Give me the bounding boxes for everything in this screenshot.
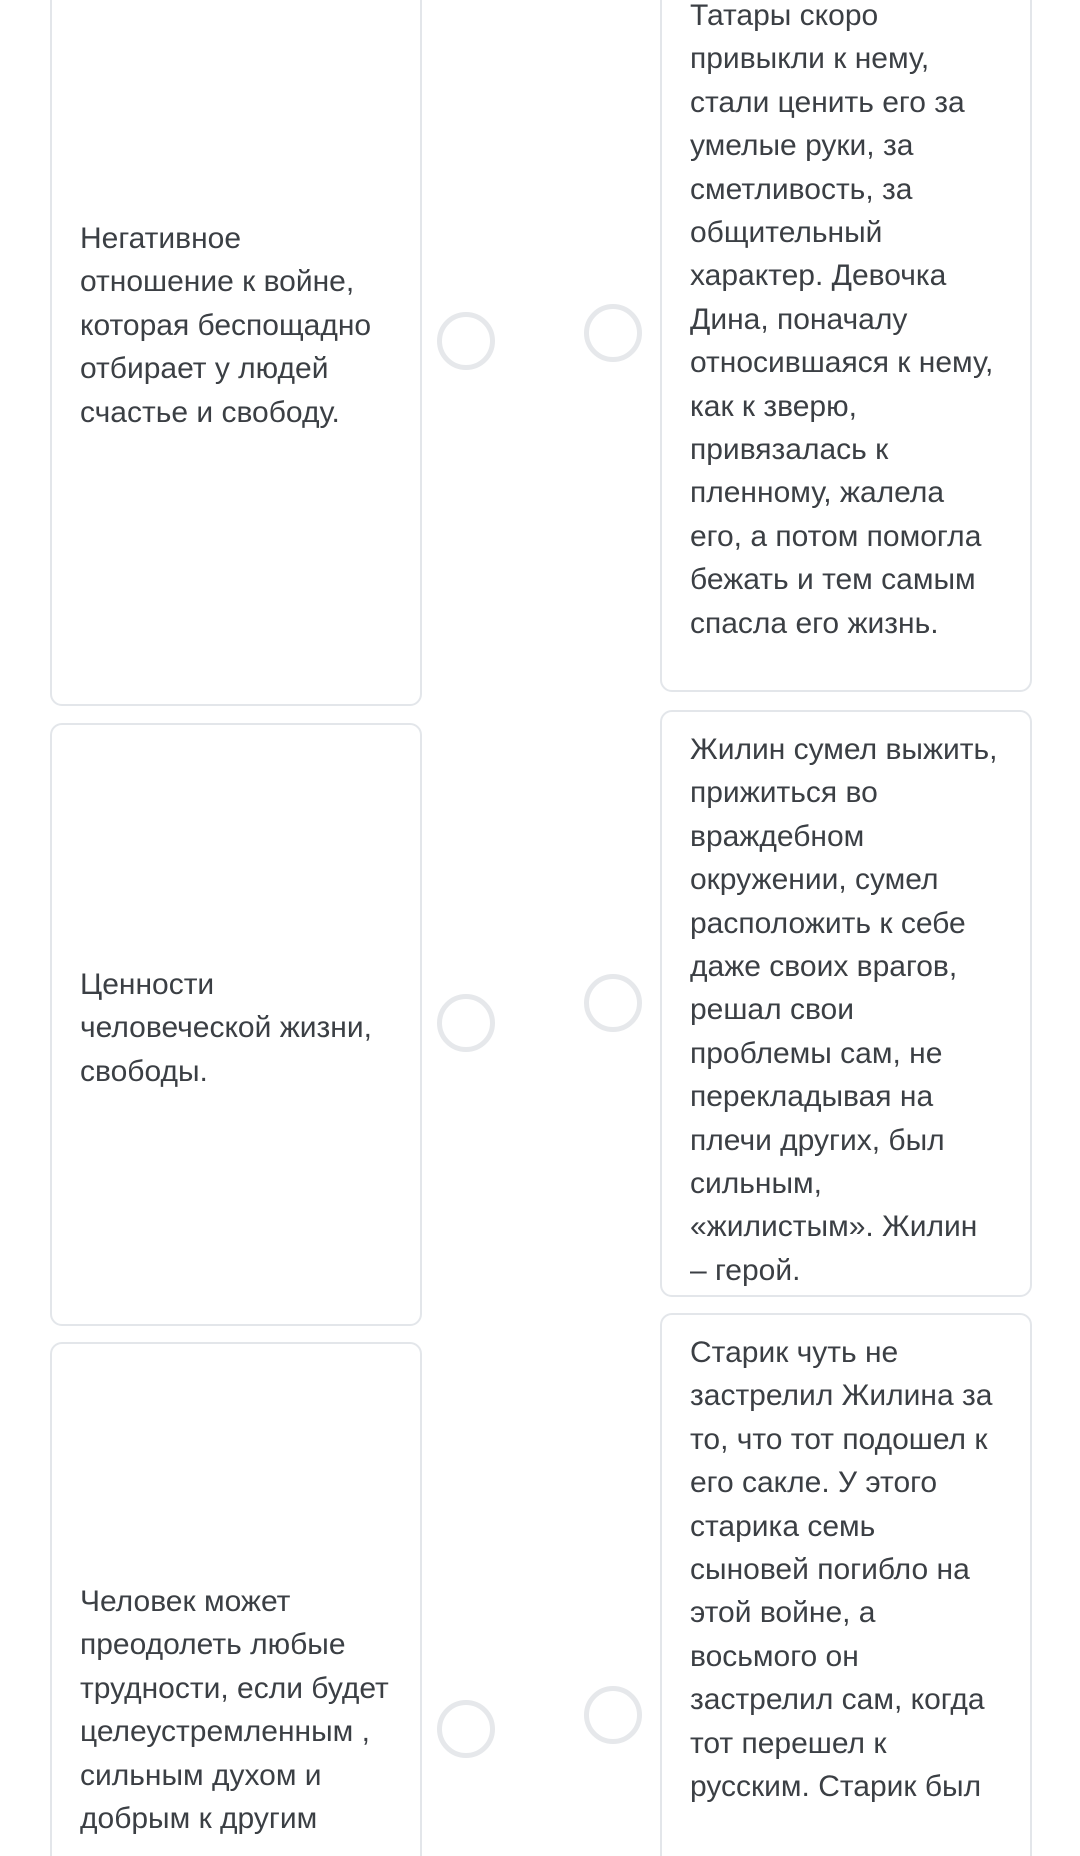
right-item-text: Жилин сумел выжить, прижиться во враждебном окружении, сумел расположить к себе даже своих врагов, решал свои проблемы сам, не перекладывая на плечи других, был сильным, «жилистым». Жилин – герой. [690, 733, 998, 1287]
left-item-radio[interactable] [437, 994, 495, 1052]
right-item-radio[interactable] [584, 304, 642, 362]
right-item-text: Старик чуть не застрелил Жилина за то, что тот подошел к его сакле. У этого старика семь сыновей погибло на этой войне, а восьмого он застрелил сам, когда тот перешел к русским. Старик был [690, 1336, 993, 1804]
right-item-card[interactable] [660, 1313, 1032, 1856]
right-item-radio[interactable] [584, 1686, 642, 1744]
left-item-card[interactable] [50, 1342, 422, 1856]
right-item-card[interactable] [660, 0, 1032, 692]
left-item-text: Человек может преодолеть любые трудности, если будет целеустремленным , сильным духом и добрым к другим [80, 1585, 389, 1836]
right-item-text: Татары скоро привыкли к нему, стали ценить его за умелые руки, за сметливость, за общительный характер. Девочка Дина, поначалу относившаяся к нему, как к зверю, привязалась к пленному, жалела его, а потом помогла бежать и тем самым спасла его жизнь. [690, 0, 994, 640]
left-item-text: Негативное отношение к войне, которая беспощадно отбирает у людей счастье и свободу. [80, 222, 372, 429]
left-item-radio[interactable] [437, 312, 495, 370]
left-item-radio[interactable] [437, 1700, 495, 1758]
right-item-card[interactable] [660, 710, 1032, 1297]
left-item-text: Ценности человеческой жизни, свободы. [80, 968, 372, 1088]
left-item-card[interactable] [50, 723, 422, 1326]
right-item-radio[interactable] [584, 974, 642, 1032]
left-item-card[interactable] [50, 0, 422, 706]
